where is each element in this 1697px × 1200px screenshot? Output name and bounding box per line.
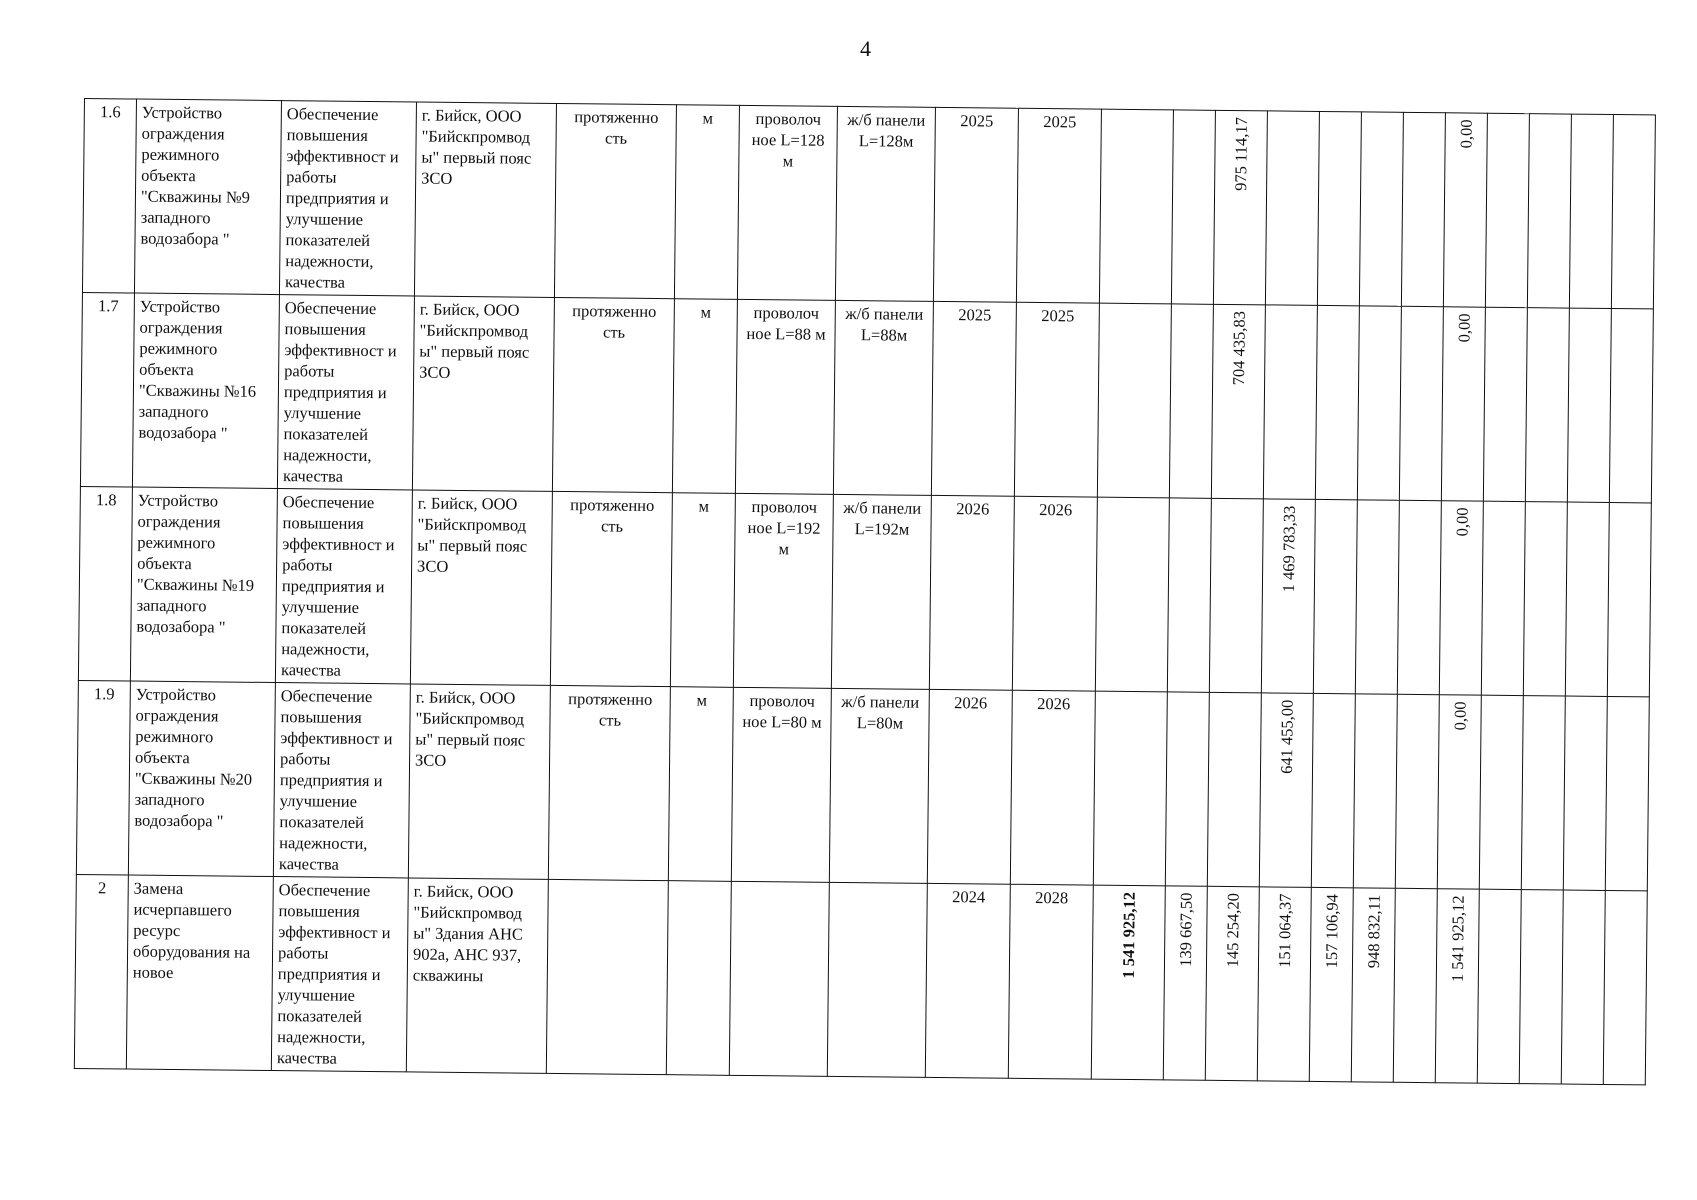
cost-2024	[1163, 886, 1207, 1080]
empty-cell	[1523, 502, 1567, 696]
unit: м	[674, 105, 739, 300]
empty-cell	[1607, 502, 1651, 696]
table-row	[82, 99, 1655, 309]
value-before: проволоч ное L=192 м	[733, 493, 833, 688]
measure-name: Устройство ограждения режимного объекта "Скважины №9 западного водозабора "	[134, 99, 281, 295]
cost-2025	[1209, 498, 1263, 693]
end-year: 2028	[1008, 884, 1093, 1079]
cost-extra-b-value: 0,00	[1454, 313, 1474, 343]
cost-2024	[1171, 110, 1215, 304]
end-year: 2025	[1016, 108, 1101, 303]
empty-cell	[1567, 308, 1611, 502]
row-number: 1.7	[80, 292, 134, 487]
cost-extra-a	[1397, 500, 1441, 694]
cost-2028	[1353, 694, 1397, 888]
unit: м	[670, 493, 735, 688]
empty-cell	[1479, 695, 1523, 889]
start-year: 2025	[931, 301, 1016, 496]
cost-2028	[1351, 888, 1395, 1082]
measure-location: г. Бийск, ООО "Бийскпромвод ы" первый пояс ЗСО	[414, 102, 556, 297]
value-after: ж/б панели L=80м	[829, 688, 929, 883]
cost-extra-a	[1401, 112, 1445, 306]
cost-2025	[1211, 304, 1265, 499]
measure-goal: Обеспечение повышения эффективност и работы предприятия и улучшение показателей надежности, качества	[275, 489, 412, 684]
empty-cell	[1527, 114, 1571, 308]
value-before: проволоч ное L=88 м	[735, 299, 835, 494]
cost-total-value: 1 541 925,12	[1118, 891, 1139, 979]
empty-cell	[1611, 115, 1655, 309]
unit: м	[668, 687, 733, 882]
empty-cell	[1605, 696, 1649, 890]
cost-2027-value: 157 106,94	[1321, 894, 1342, 969]
cost-2028-value: 948 832,11	[1363, 894, 1384, 969]
cost-2027	[1317, 111, 1361, 305]
cost-extra-b	[1439, 501, 1483, 695]
cost-total	[1091, 885, 1165, 1080]
table-row	[80, 292, 1653, 502]
cost-2026	[1257, 887, 1311, 1082]
measure-goal: Обеспечение повышения эффективност и работы предприятия и улучшение показателей надежности, качества	[271, 877, 408, 1072]
cost-2027	[1309, 887, 1353, 1081]
cost-extra-b-value: 0,00	[1449, 701, 1470, 731]
cost-extra-b-value: 1 541 925,12	[1447, 895, 1468, 983]
start-year: 2024	[925, 883, 1010, 1078]
cost-2027	[1315, 305, 1359, 499]
cost-2027	[1311, 693, 1355, 887]
investment-program-table	[74, 98, 1656, 1085]
cost-extra-b	[1441, 307, 1485, 501]
value-after: ж/б панели L=192м	[831, 494, 931, 689]
cost-2026-value: 1 469 783,33	[1278, 505, 1299, 593]
table-row	[76, 680, 1649, 890]
measure-location: г. Бийск, ООО "Бийскпромвод ы" первый пояс ЗСО	[412, 296, 554, 491]
cost-2025-value: 975 114,17	[1230, 117, 1251, 191]
unit	[666, 881, 731, 1076]
value-after: ж/б панели L=88м	[833, 300, 933, 495]
measure-location: г. Бийск, ООО "Бийскпромвод ы" первый пояс ЗСО	[408, 684, 550, 879]
row-number: 1.9	[76, 680, 130, 875]
cost-2028	[1359, 112, 1403, 306]
cost-total	[1093, 691, 1167, 886]
value-before: проволоч ное L=80 м	[731, 687, 831, 882]
measure-name: Устройство ограждения режимного объекта "Скважины №20 западного водозабора "	[128, 681, 275, 877]
cost-2025	[1213, 110, 1267, 305]
measure-location: г. Бийск, ООО "Бийскпромвод ы" первый пояс ЗСО	[410, 490, 552, 685]
cost-2026	[1263, 305, 1317, 500]
cost-2024	[1169, 304, 1213, 498]
empty-cell	[1521, 696, 1565, 890]
cost-total	[1095, 497, 1169, 692]
start-year: 2026	[927, 689, 1012, 884]
parameter-name: протяженно сть	[550, 491, 672, 686]
empty-cell	[1481, 501, 1525, 695]
cost-2026	[1265, 111, 1319, 306]
unit: м	[672, 299, 737, 494]
cost-2027	[1313, 499, 1357, 693]
cost-2024	[1165, 692, 1209, 886]
cost-total	[1097, 303, 1171, 498]
cost-2025	[1205, 886, 1259, 1081]
empty-cell	[1569, 114, 1613, 308]
empty-cell	[1563, 696, 1607, 890]
measure-name: Устройство ограждения режимного объекта "Скважины №16 западного водозабора "	[132, 293, 279, 489]
cost-total	[1099, 109, 1173, 304]
cost-2025-value: 704 435,83	[1228, 311, 1249, 386]
measure-name: Замена исчерпавшего ресурс оборудования на новое	[126, 875, 273, 1071]
cost-extra-a	[1393, 888, 1437, 1082]
cost-extra-b	[1437, 695, 1481, 889]
measure-location: г. Бийск, ООО "Бийскпромвод ы" Здания АНС 902а, АНС 937, скважины	[406, 878, 548, 1073]
parameter-name: протяженно сть	[552, 297, 674, 492]
parameter-name: протяженно сть	[554, 103, 676, 298]
parameter-name: протяженно сть	[548, 685, 670, 880]
cost-2025-value: 145 254,20	[1222, 892, 1243, 968]
measure-name: Устройство ограждения режимного объекта "Скважины №19 западного водозабора "	[130, 487, 277, 683]
cost-2025	[1207, 692, 1261, 887]
cost-2024	[1167, 498, 1211, 692]
empty-cell	[1519, 890, 1563, 1084]
empty-cell	[1483, 307, 1527, 501]
row-number: 1.8	[78, 486, 132, 681]
end-year: 2025	[1014, 302, 1099, 497]
parameter-name	[546, 879, 668, 1074]
empty-cell	[1525, 308, 1569, 502]
value-before	[729, 881, 829, 1076]
empty-cell	[1485, 113, 1529, 307]
cost-extra-a	[1399, 306, 1443, 500]
start-year: 2025	[933, 107, 1018, 302]
cost-extra-b	[1443, 113, 1487, 307]
value-after: ж/б панели L=128м	[835, 106, 935, 301]
start-year: 2026	[929, 495, 1014, 690]
page-number: 4	[860, 36, 871, 61]
cost-2028	[1357, 306, 1401, 500]
cost-2026-value: 151 064,37	[1274, 893, 1295, 968]
cost-2024-value: 139 667,50	[1175, 892, 1196, 967]
empty-cell	[1565, 502, 1609, 696]
cost-2026-value: 641 455,00	[1276, 699, 1297, 774]
cost-extra-b	[1435, 889, 1479, 1083]
cost-extra-b-value: 0,00	[1456, 119, 1476, 149]
measure-goal: Обеспечение повышения эффективност и работы предприятия и улучшение показателей надежности, качества	[277, 295, 414, 490]
end-year: 2026	[1010, 690, 1095, 885]
empty-cell	[1609, 309, 1653, 503]
cost-2026	[1261, 499, 1315, 694]
cost-extra-b-value: 0,00	[1451, 507, 1472, 537]
row-number: 2	[74, 874, 128, 1069]
empty-cell	[1603, 890, 1647, 1084]
row-number: 1.6	[82, 99, 136, 294]
table-row	[78, 486, 1651, 696]
cost-2026	[1259, 693, 1313, 888]
measure-goal: Обеспечение повышения эффективност и работы предприятия и улучшение показателей надежности, качества	[279, 101, 416, 296]
cost-extra-a	[1395, 694, 1439, 888]
empty-cell	[1477, 889, 1521, 1083]
empty-cell	[1561, 890, 1605, 1084]
table-row	[74, 874, 1647, 1084]
value-after	[827, 882, 927, 1077]
end-year: 2026	[1012, 496, 1097, 691]
value-before: проволоч ное L=128 м	[737, 105, 837, 300]
cost-2028	[1355, 500, 1399, 694]
measure-goal: Обеспечение повышения эффективност и работы предприятия и улучшение показателей надежности, качества	[273, 683, 410, 878]
